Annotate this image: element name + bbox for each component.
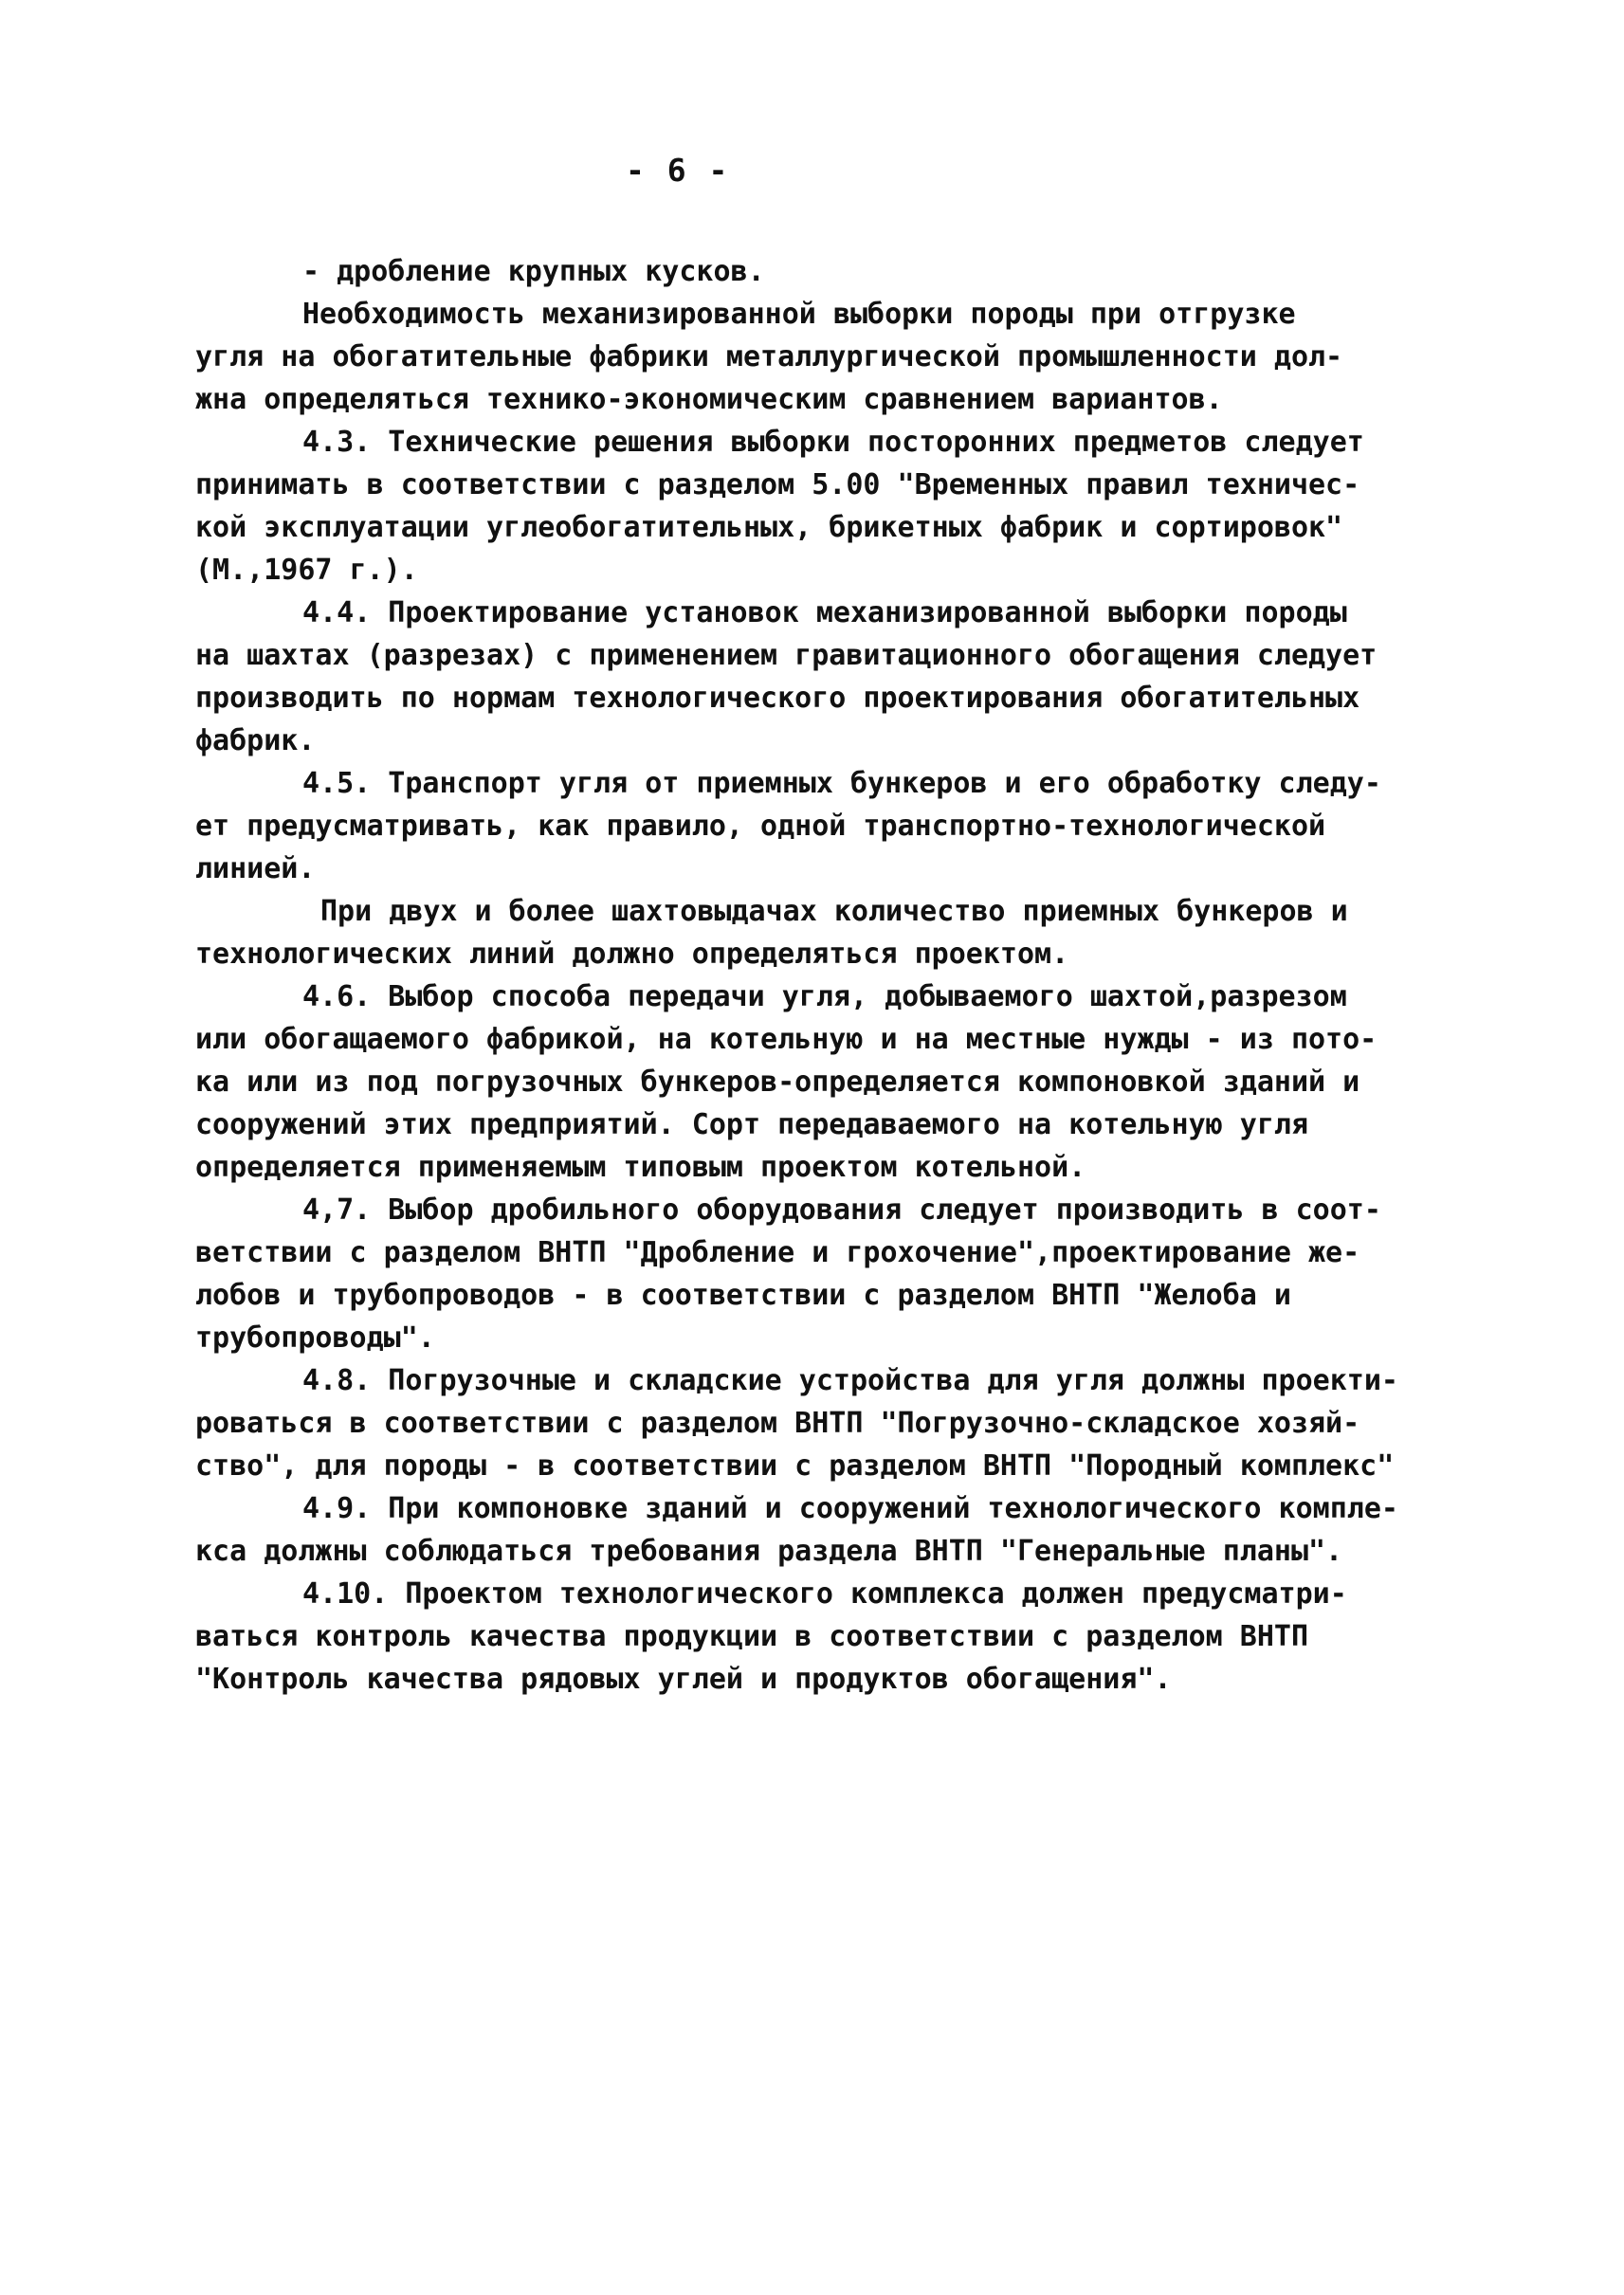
text-line: принимать в соответствии с разделом 5.00 "Временных правил техничес- [195,468,1360,501]
text-line: сооружений этих предприятий. Сорт передаваемого на котельную угля [195,1108,1308,1141]
text-line: Необходимость механизированной выборки породы при отгрузке [302,298,1296,331]
text-line: 4.3. Технические решения выборки посторонних предметов следует [302,426,1364,459]
text-line: технологических линий должно определяться проектом. [195,938,1069,971]
text-line: на шахтах (разрезах) с применением гравитационного обогащения следует [195,639,1378,672]
text-line: ветствии с разделом ВНТП "Дробление и грохочение",проектирование же- [195,1236,1360,1269]
text-line: определяется применяемым типовым проектом котельной. [195,1151,1086,1184]
text-line: 4.8. Погрузочные и складские устройства для угля должны проекти- [302,1364,1398,1397]
text-line: 4.6. Выбор способа передачи угля, добываемого шахтой,разрезом [302,980,1347,1013]
text-line: 4.9. При компоновке зданий и сооружений технологического компле- [302,1492,1398,1525]
text-line: фабрик. [195,724,316,757]
text-line: линией. [195,852,316,885]
text-line: 4.5. Транспорт угля от приемных бункеров и его обработку следу- [302,767,1381,800]
text-line: трубопроводы". [195,1321,435,1355]
text-line: "Контроль качества рядовых углей и продуктов обогащения". [195,1663,1172,1696]
body-text [195,250,1447,1701]
text-line: ет предусматривать, как правило, одной транспортно-технологической [195,810,1326,843]
text-line: производить по нормам технологического проектирования обогатительных [195,682,1360,715]
text-line: (М.,1967 г.). [195,554,418,587]
text-line: кой эксплуатации углеобогатительных, брикетных фабрик и сортировок" [195,511,1343,544]
text-line: роваться в соответствии с разделом ВНТП "Погрузочно-складское хозяй- [195,1407,1360,1440]
text-line: ка или из под погрузочных бункеров-определяется компоновкой зданий и [195,1066,1360,1099]
text-line: ваться контроль качества продукции в соответствии с разделом ВНТП [195,1620,1308,1653]
text-line: - дробление крупных кусков. [302,255,765,288]
text-line: 4.4. Проектирование установок механизированной выборки породы [302,596,1347,629]
text-line: ство", для породы - в соответствии с разделом ВНТП "Породный комплекс" [195,1449,1395,1483]
text-line: или обогащаемого фабрикой, на котельную и на местные нужды - из пото- [195,1023,1378,1056]
text-line: При двух и более шахтовыдачах количество приемных бункеров и [320,895,1348,928]
text-line: жна определяться технико-экономическим сравнением вариантов. [195,383,1223,416]
text-line: лобов и трубопроводов - в соответствии с разделом ВНТП "Желоба и [195,1279,1291,1312]
text-line: 4.10. Проектом технологического комплекса должен предусматри- [302,1577,1347,1611]
page-number: - 6 - [626,152,730,189]
text-line: кса должны соблюдаться требования раздела ВНТП "Генеральные планы". [195,1535,1343,1568]
text-line: угля на обогатительные фабрики металлургической промышленности дол- [195,340,1343,373]
text-line: 4,7. Выбор дробильного оборудования следует производить в соот- [302,1193,1381,1227]
